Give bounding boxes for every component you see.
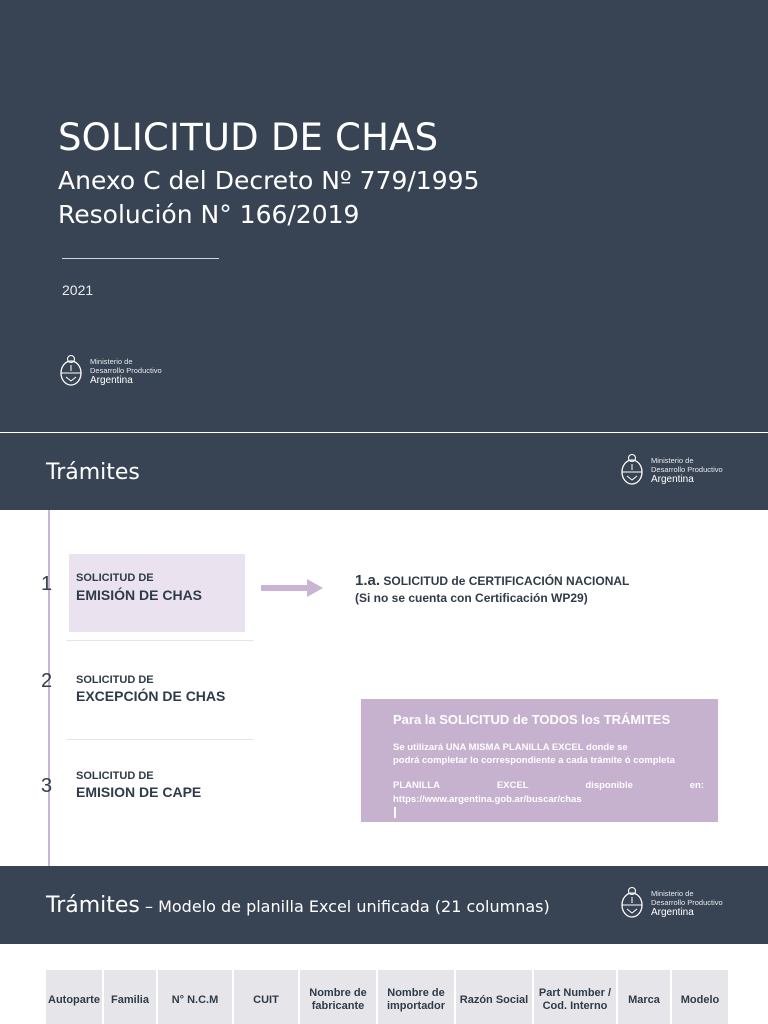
- logo-line-2: Desarrollo Productivo: [651, 465, 723, 474]
- step-label-excepcion-chas: EXCEPCIÓN DE CHAS: [76, 688, 226, 704]
- title-sub: – Modelo de planilla Excel unificada (21 columnas): [139, 897, 550, 916]
- column-header: Modelo: [672, 970, 728, 1024]
- info-note-box: [361, 699, 718, 822]
- tramites-title: Trámites: [46, 460, 140, 485]
- column-header: Nombre de importador: [378, 970, 454, 1024]
- step-label-emision-chas: EMISIÓN DE CHAS: [76, 587, 203, 603]
- slide-subtitle-decree: Anexo C del Decreto Nº 779/1995: [58, 166, 480, 195]
- option-certificacion-nacional: [355, 572, 629, 589]
- title-main: Trámites: [46, 893, 140, 918]
- option-sub: (Si no se cuenta con Certificación WP29): [355, 591, 588, 605]
- coat-of-arms-icon: [58, 353, 84, 391]
- step-divider: [66, 739, 254, 740]
- planilla-link[interactable]: https://www.argentina.gob.ar/buscar/chas: [393, 794, 582, 805]
- note-word: en:: [689, 780, 704, 791]
- ministry-logo: [619, 885, 723, 923]
- title-divider: [62, 258, 219, 259]
- note-text-line-2: podrá completar lo correspondiente a cada trámite ó completa: [393, 755, 675, 766]
- column-header: Marca: [618, 970, 670, 1024]
- option-prefix: 1.a.: [355, 572, 381, 589]
- slide-title: SOLICITUD DE CHAS: [58, 116, 439, 159]
- text-cursor: [394, 807, 396, 818]
- step-label-emision-cape: EMISION DE CAPE: [76, 784, 202, 800]
- step-number: 3: [41, 775, 53, 797]
- column-header: CUIT: [234, 970, 298, 1024]
- note-planilla-line: [393, 780, 704, 791]
- column-header: Autoparte: [46, 970, 102, 1024]
- step-number: 2: [41, 670, 53, 692]
- coat-of-arms-icon: [619, 885, 645, 923]
- ministry-logo: [58, 353, 162, 391]
- logo-line-3: Argentina: [651, 474, 694, 485]
- step-number: 1: [41, 573, 53, 595]
- column-header: N° N.C.M: [158, 970, 232, 1024]
- note-word: disponible: [585, 780, 633, 791]
- logo-line-1: Ministerio de: [651, 889, 694, 898]
- step-label-small: SOLICITUD DE: [76, 674, 154, 686]
- step-divider: [66, 640, 254, 641]
- column-header: Familia: [104, 970, 156, 1024]
- slide-subtitle-resolution: Resolución N° 166/2019: [58, 200, 360, 229]
- coat-of-arms-icon: [619, 452, 645, 490]
- ministry-logo: [619, 452, 723, 490]
- logo-line-2: Desarrollo Productivo: [90, 366, 162, 375]
- slide-year: 2021: [62, 282, 94, 298]
- logo-line-1: Ministerio de: [651, 456, 694, 465]
- column-header: Part Number / Cod. Interno: [534, 970, 616, 1024]
- step-label-small: SOLICITUD DE: [76, 770, 154, 782]
- logo-line-3: Argentina: [651, 907, 694, 918]
- tramites-modelo-title: [46, 893, 550, 918]
- excel-table-header: [46, 970, 728, 1024]
- column-header: Razón Social: [456, 970, 532, 1024]
- logo-line-2: Desarrollo Productivo: [651, 898, 723, 907]
- column-header: Nombre de fabricante: [300, 970, 376, 1024]
- option-label: SOLICITUD de CERTIFICACIÓN NACIONAL: [383, 574, 630, 588]
- note-title: Para la SOLICITUD de TODOS los TRÁMITES: [393, 712, 671, 727]
- note-text-line-1: Se utilizará UNA MISMA PLANILLA EXCEL donde se: [393, 742, 628, 753]
- arrow-right-icon: [261, 579, 323, 597]
- logo-line-1: Ministerio de: [90, 357, 133, 366]
- note-text: [393, 741, 675, 767]
- step-label-small: SOLICITUD DE: [76, 572, 154, 584]
- note-word: PLANILLA: [393, 780, 440, 791]
- logo-line-3: Argentina: [90, 375, 133, 386]
- note-word: EXCEL: [496, 780, 529, 791]
